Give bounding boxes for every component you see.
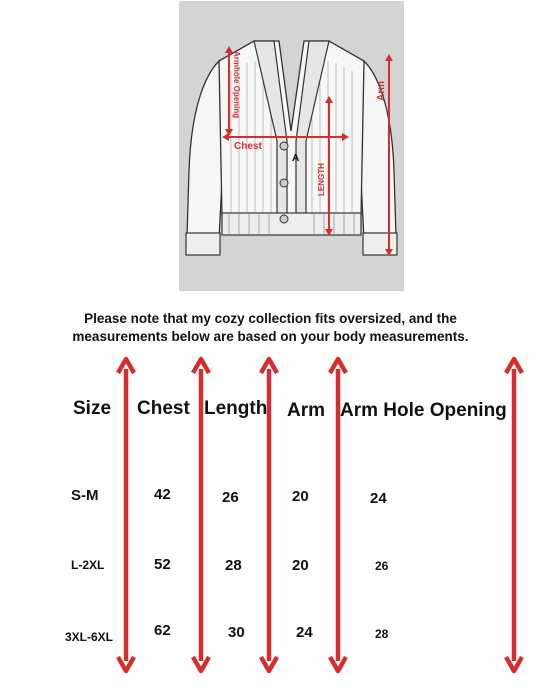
header-length: Length	[204, 398, 268, 419]
length-value: 30	[228, 624, 245, 641]
header-arm-hole-opening: Arm Hole Opening	[340, 400, 507, 421]
arm-value: 20	[292, 557, 309, 574]
header-size: Size	[73, 398, 112, 419]
length-label: LENGTH	[317, 163, 326, 196]
chest-label: Chest	[234, 141, 262, 152]
chest-value: 42	[154, 486, 171, 503]
cardigan-sketch	[179, 1, 404, 291]
header-arm: Arm	[287, 400, 326, 421]
chest-value: 52	[154, 556, 171, 573]
armhole-value: 24	[370, 490, 387, 507]
armhole-value: 26	[375, 559, 389, 573]
arm-value: 24	[296, 624, 313, 641]
arm-label: Arm	[376, 80, 387, 101]
garment-diagram	[179, 1, 404, 291]
armhole-value: 28	[375, 627, 389, 641]
length-value: 26	[222, 489, 239, 506]
size-label: L-2XL	[71, 558, 105, 572]
arm-value: 20	[292, 488, 309, 505]
fit-note-line-1: Please note that my cozy collection fits oversized, and the	[84, 311, 457, 326]
header-chest: Chest	[137, 398, 190, 419]
chest-value: 62	[154, 622, 171, 639]
size-label: 3XL-6XL	[65, 630, 114, 644]
divider-arrow-5	[504, 355, 524, 675]
divider-arrow-1	[116, 355, 136, 675]
size-label: S-M	[71, 487, 99, 504]
length-value: 28	[225, 557, 242, 574]
fit-note-line-2: measurements below are based on your body measurements.	[72, 329, 469, 344]
armhole-label: Armhole Opening	[232, 51, 241, 119]
point-label: A	[292, 153, 300, 164]
